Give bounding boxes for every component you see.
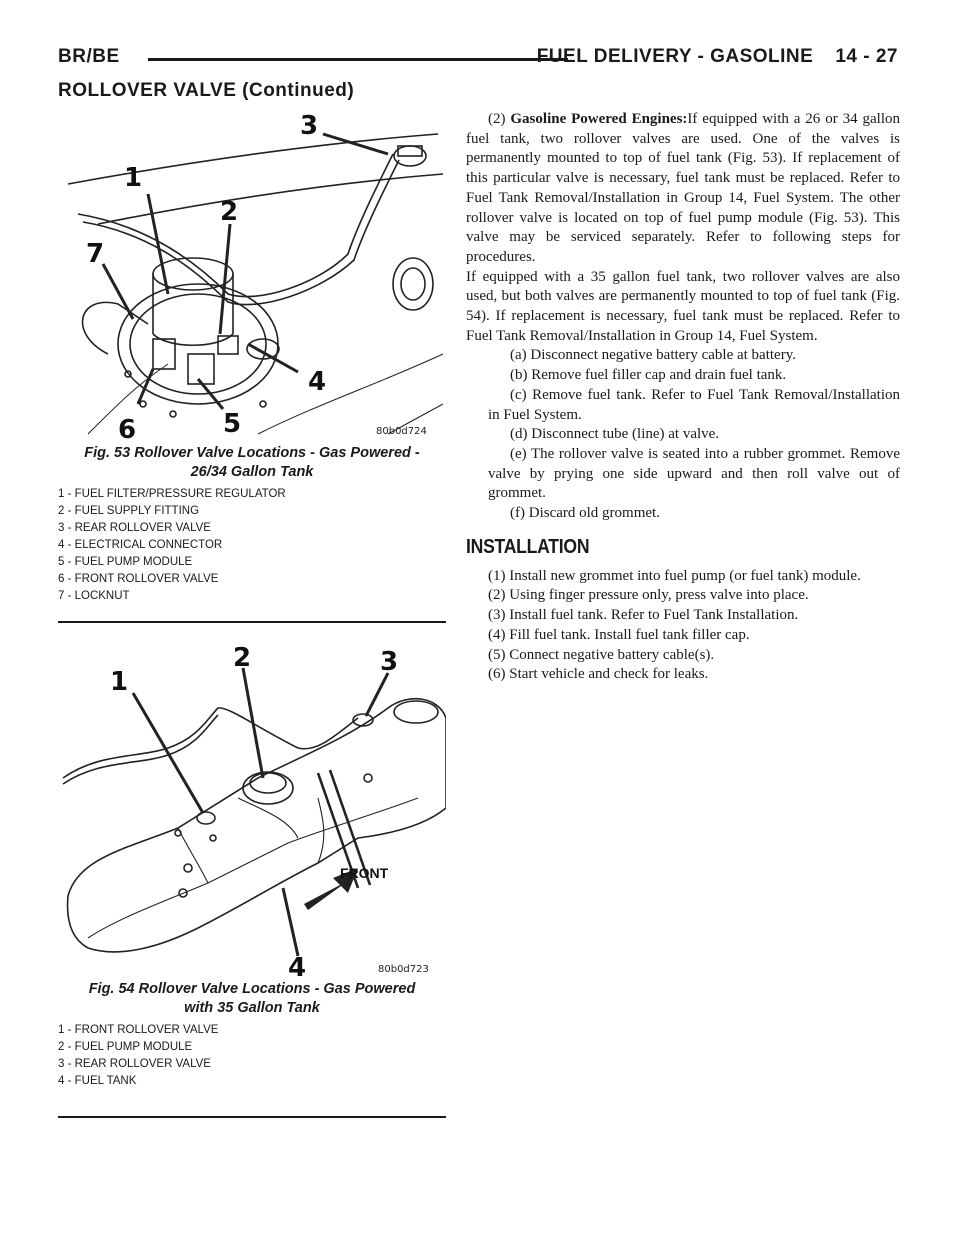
fig53-caption-line2: 26/34 Gallon Tank xyxy=(190,464,314,480)
fig53-callout-4: 4 xyxy=(308,367,327,397)
page-number: 14 - 27 xyxy=(835,46,898,67)
legend-item: 4 - FUEL TANK xyxy=(58,1075,137,1087)
fig54-legend xyxy=(58,1022,446,1090)
header-rule xyxy=(148,58,568,61)
fig54-caption-line2: with 35 Gallon Tank xyxy=(184,1000,320,1016)
fig54-code: 80b0d723 xyxy=(378,964,429,975)
install-step: (3) Install fuel tank. Refer to Fuel Tank Installation. xyxy=(488,607,799,624)
legend-item: 2 - FUEL SUPPLY FITTING xyxy=(58,505,200,517)
removal-step: (a) Disconnect negative battery cable at battery. xyxy=(510,347,796,364)
body-text xyxy=(466,110,900,685)
legend-item: 5 - FUEL PUMP MODULE xyxy=(58,556,193,568)
removal-step: (f) Discard old grommet. xyxy=(510,505,660,522)
legend-item: 3 - REAR ROLLOVER VALVE xyxy=(58,522,211,534)
fig53-code: 80b0d724 xyxy=(376,426,427,437)
fig54-caption xyxy=(58,980,446,1018)
fig54-callout-2: 2 xyxy=(233,643,252,673)
fig54-caption-line1: Fig. 54 Rollover Valve Locations - Gas Powered xyxy=(88,981,416,997)
removal-step: (d) Disconnect tube (line) at valve. xyxy=(510,426,720,443)
section-title: ROLLOVER VALVE (Continued) xyxy=(58,80,355,101)
fig53-caption xyxy=(58,444,446,482)
page-header xyxy=(58,46,898,76)
install-step: (4) Fill fuel tank. Install fuel tank filler cap. xyxy=(488,626,750,643)
install-step: (5) Connect negative battery cable(s). xyxy=(488,646,715,663)
install-step: (6) Start vehicle and check for leaks. xyxy=(488,666,709,683)
removal-step: (e) The rollover valve is seated into a rubber grommet. Remove valve by prying one side upward and then roll valve out of grommet. xyxy=(488,445,900,502)
fig53-callout-3: 3 xyxy=(300,111,319,141)
removal-step: (b) Remove fuel filler cap and drain fuel tank. xyxy=(510,367,787,384)
fig54-illustration xyxy=(58,638,446,976)
fig54-callout-3: 3 xyxy=(380,647,399,677)
install-step: (2) Using finger pressure only, press valve into place. xyxy=(488,587,809,604)
paragraph-35-gallon: If equipped with a 35 gallon fuel tank, two rollover valves are also used, but both valves are permanently mounted to top of fuel tank (Fig. 54). If replacement is necessary, fuel tank must be replaced. Refer to Fuel Tank Removal/Installation in Group 14, Fuel System. xyxy=(466,268,900,344)
fig53-legend xyxy=(58,486,446,605)
fig53-callout-5: 5 xyxy=(223,409,242,439)
section-name: FUEL DELIVERY - GASOLINE xyxy=(536,46,814,67)
legend-item: 4 - ELECTRICAL CONNECTOR xyxy=(58,539,223,551)
fig54-callout-1: 1 xyxy=(110,667,129,697)
fig53-callout-6: 6 xyxy=(118,415,137,440)
removal-step: (c) Remove fuel tank. Refer to Fuel Tank Removal/Installation in Fuel System. xyxy=(488,386,900,423)
figure-53 xyxy=(58,104,446,605)
figure-divider xyxy=(58,621,446,623)
legend-item: 1 - FRONT ROLLOVER VALVE xyxy=(58,1024,219,1036)
fig53-callout-7: 7 xyxy=(86,239,105,269)
model-code: BR/BE xyxy=(58,46,120,67)
legend-item: 6 - FRONT ROLLOVER VALVE xyxy=(58,573,219,585)
fig54-callout-4: 4 xyxy=(288,953,307,976)
install-step: (1) Install new grommet into fuel pump (or fuel tank) module. xyxy=(488,567,861,584)
figure-54 xyxy=(58,638,446,1090)
fig53-caption-line1: Fig. 53 Rollover Valve Locations - Gas Powered - xyxy=(84,445,420,461)
fig53-callout-1: 1 xyxy=(124,163,143,193)
legend-item: 2 - FUEL PUMP MODULE xyxy=(58,1041,193,1053)
legend-item: 3 - REAR ROLLOVER VALVE xyxy=(58,1058,211,1070)
header-right xyxy=(537,46,898,68)
fig54-front-label: FRONT xyxy=(340,865,389,881)
fig53-callout-2: 2 xyxy=(220,197,239,227)
installation-heading: INSTALLATION xyxy=(466,535,590,558)
figure-divider xyxy=(58,1116,446,1118)
legend-item: 1 - FUEL FILTER/PRESSURE REGULATOR xyxy=(58,488,286,500)
fig53-illustration xyxy=(58,104,446,440)
legend-item: 7 - LOCKNUT xyxy=(58,590,130,602)
paragraph-gasoline-engines: (2) Gasoline Powered Engines:If equipped with a 26 or 34 gallon fuel tank, two rollover valves are used. One of the valves is permanently mounted to top of fuel tank (Fig. 53). If replacement of this particular valve is necessary, fuel tank must be replaced. Refer to Fuel Tank Removal/Installation in Group 14, Fuel System. The other rollover valve is located on top of fuel pump module (Fig. 53). This valve may be serviced separately. Refer to following steps for procedures. xyxy=(466,111,900,265)
